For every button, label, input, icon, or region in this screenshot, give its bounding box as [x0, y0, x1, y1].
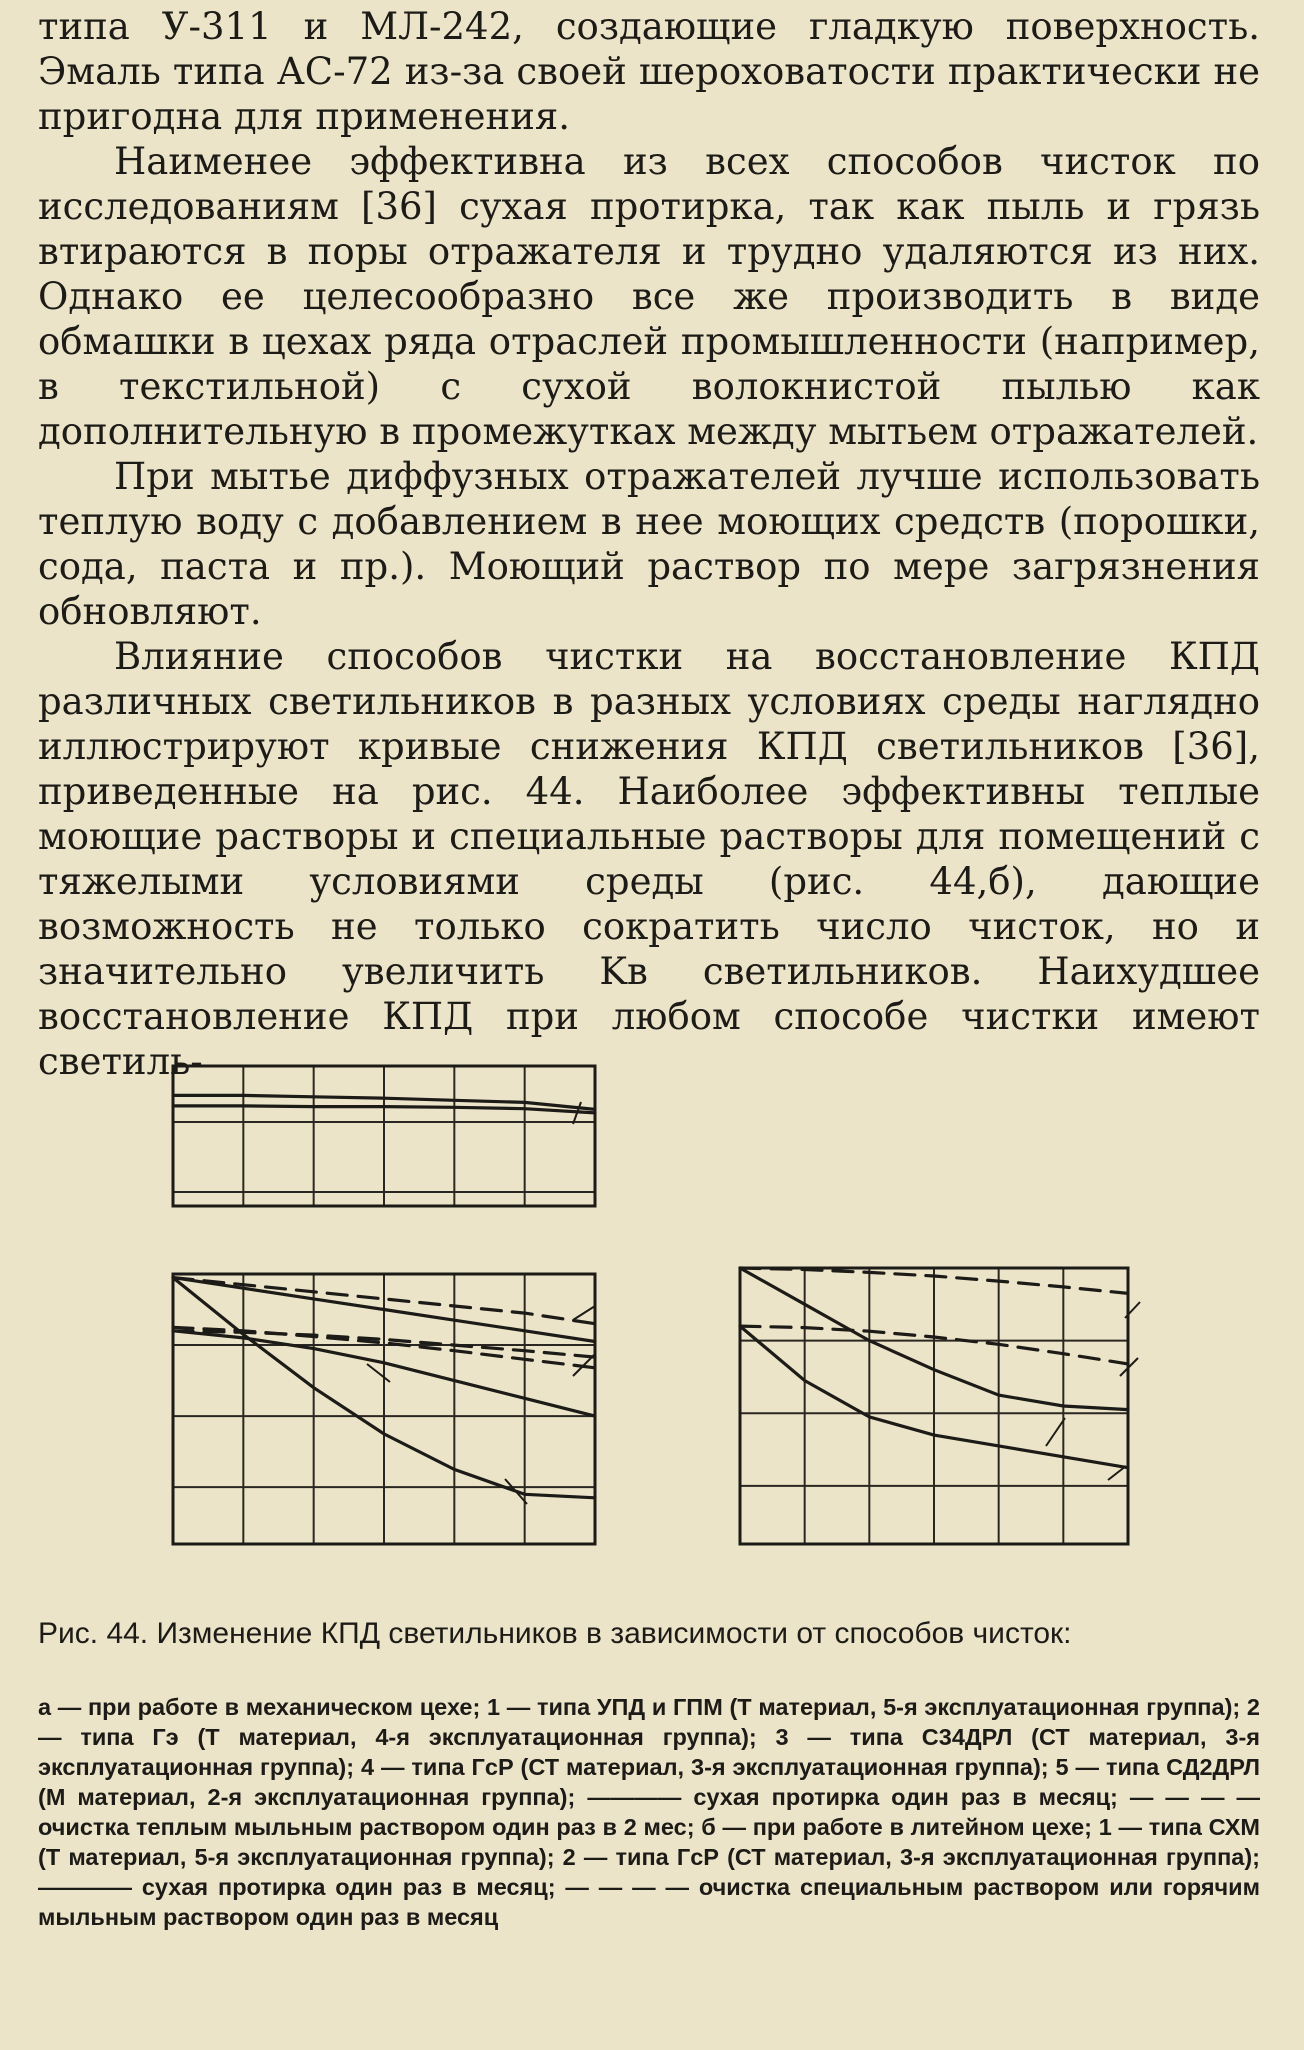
curve-leader-line [1046, 1418, 1065, 1446]
figure-caption-legend: а — при работе в механическом цехе; 1 — типа УПД и ГПМ (Т материал, 5-я эксплуатационная группа); 2 — типа Гэ (Т материал, 4-я эксплуатационная группа); 3 — типа С34ДРЛ (СТ материал, 3-я эксплуатационная группа); 4 — типа ГсР (СТ материал, 3-я эксплуатационная группа); 5 — типа СД2ДРЛ (М материал, 2-я эксплуатационная группа); ———— сухая протирка один раз в месяц; — — — — очистка теплым мыльным раствором один раз в 2 мес; б — при работе в литейном цехе; 1 — типа СХМ (Т материал, 5-я эксплуатационная группа); 2 — типа ГсР (СТ материал, 3-я эксплуатационная группа); ———— сухая протирка один раз в месяц; — — — — очистка специальным раствором или горячим мыльным раствором один раз в месяц [38, 1694, 1260, 1930]
curve-leader-line [1108, 1466, 1126, 1480]
body-text [38, 4, 1260, 1084]
paragraph-4: Влияние способов чистки на восстановление КПД различных светильников в разных условиях среды наглядно иллюстрируют кривые снижения КПД светильников [36], приведенные на рис. 44. Наиболее эффективны теплые моющие растворы и специальные растворы для помещений с тяжелыми условиями среды (рис. 44,б), дающие возможность не только сократить число чисток, но и значительно увеличить Kв светильников. Наихудшее восстановление КПД при любом способе чистки имеют светиль- [38, 635, 1260, 1083]
figure-caption-title: Рис. 44. Изменение КПД светильников в зависимости от способов чисток: [38, 1617, 1072, 1650]
chart-top [95, 1052, 625, 1272]
curve-leader-line [573, 1306, 595, 1320]
paragraph-2: Наименее эффективна из всех способов чисток по исследованиям [36] сухая протирка, так как пыль и грязь втираются в поры отражателя и трудно удаляются из них. Однако ее целесообразно все же производить в виде обмашки в цехах ряда отраслей промышленности (например, в текстильной) с сухой волокнистой пылью как дополнительную в промежутках между мытьем отражателей. [38, 140, 1260, 453]
chart-panel-b [660, 1258, 1180, 1614]
paragraph-1: типа У-311 и МЛ-242, создающие гладкую поверхность. Эмаль типа АС-72 из-за своей шероховатости практически не пригодна для применения. [38, 5, 1260, 138]
curve-leader-line [367, 1364, 390, 1382]
chart-panel-a [95, 1264, 625, 1614]
paragraph-3: При мытье диффузных отражателей лучше использовать теплую воду с добавлением в нее моющих средств (порошки, сода, паста и пр.). Моющий раствор по мере загрязнения обновляют. [38, 455, 1260, 633]
